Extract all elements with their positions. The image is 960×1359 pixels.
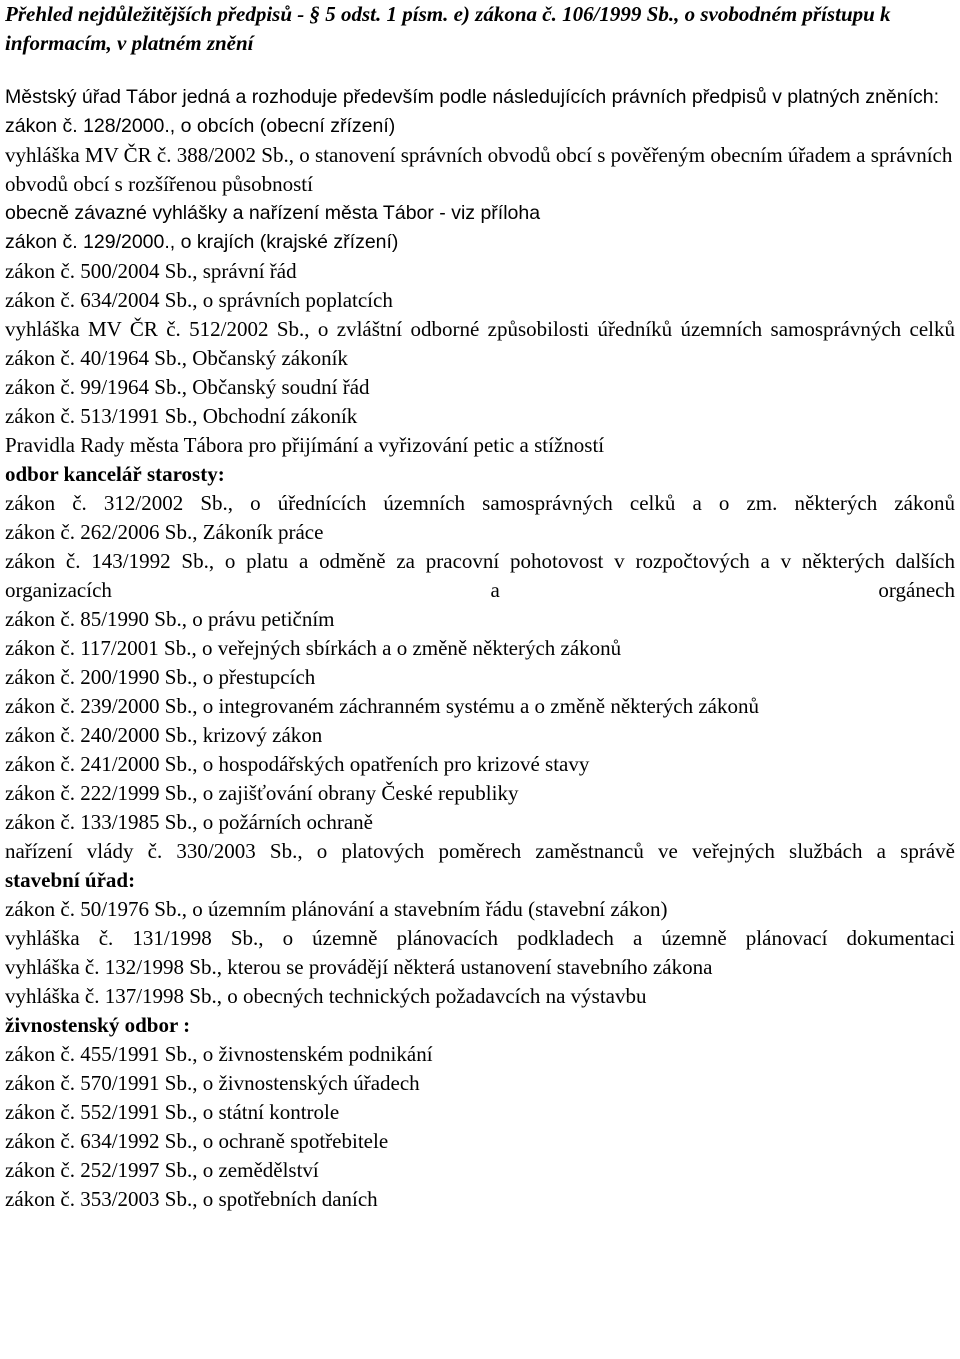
regulation-item: zákon č. 133/1985 Sb., o požárních ochraně bbox=[5, 810, 373, 834]
regulation-item: zákon č. 240/2000 Sb., krizový zákon bbox=[5, 723, 323, 747]
section-heading: živnostenský odbor : bbox=[5, 1013, 191, 1037]
regulation-item: zákon č. 117/2001 Sb., o veřejných sbírkách a o změně některých zákonů bbox=[5, 636, 622, 660]
intro-paragraph: Městský úřad Tábor jedná a rozhoduje především podle následujících právních předpisů v platných zněních: bbox=[5, 86, 940, 108]
regulation-item: zákon č. 85/1990 Sb., o právu petičním bbox=[5, 607, 335, 631]
regulation-item: zákon č. 500/2004 Sb., správní řád bbox=[5, 259, 297, 283]
regulation-item: zákon č. 200/1990 Sb., o přestupcích bbox=[5, 665, 316, 689]
regulation-item: vyhláška MV ČR č. 388/2002 Sb., o stanovení správních obvodů obcí s pověřeným obecním úřadem a správních obvodů obcí s rozšířenou působností bbox=[5, 143, 953, 196]
regulation-item: zákon č. 262/2006 Sb., Zákoník práce bbox=[5, 520, 324, 544]
spacer bbox=[5, 58, 955, 83]
regulation-item: zákon č. 40/1964 Sb., Občanský zákoník bbox=[5, 346, 348, 370]
document-title: Přehled nejdůležitějších předpisů - § 5 odst. 1 písm. e) zákona č. 106/1999 Sb., o svobodném přístupu k informacím, v platném znění bbox=[5, 2, 891, 55]
regulation-item: zákon č. 455/1991 Sb., o živnostenském podnikání bbox=[5, 1042, 433, 1066]
regulation-item: vyhláška č. 132/1998 Sb., kterou se provádějí některá ustanovení stavebního zákona bbox=[5, 955, 713, 979]
regulation-item: vyhláška č. 137/1998 Sb., o obecných technických požadavcích na výstavbu bbox=[5, 984, 647, 1008]
regulation-item: zákon č. 239/2000 Sb., o integrovaném záchranném systému a o změně některých zákonů bbox=[5, 694, 760, 718]
regulation-item: zákon č. 353/2003 Sb., o spotřebních daních bbox=[5, 1187, 378, 1211]
regulation-item: zákon č. 128/2000., o obcích (obecní zřízení) bbox=[5, 115, 396, 137]
regulation-item: zákon č. 634/2004 Sb., o správních poplatcích bbox=[5, 288, 393, 312]
regulation-item: zákon č. 241/2000 Sb., o hospodářských opatřeních pro krizové stavy bbox=[5, 752, 590, 776]
regulation-item: zákon č. 513/1991 Sb., Obchodní zákoník bbox=[5, 404, 358, 428]
regulation-item: zákon č. 634/1992 Sb., o ochraně spotřebitele bbox=[5, 1129, 389, 1153]
section-heading: odbor kancelář starosty: bbox=[5, 462, 225, 486]
regulation-item: zákon č. 129/2000., o krajích (krajské zřízení) bbox=[5, 231, 399, 253]
regulation-item: zákon č. 252/1997 Sb., o zemědělství bbox=[5, 1158, 319, 1182]
regulation-item: nařízení vlády č. 330/2003 Sb., o platových poměrech zaměstnanců ve veřejných službách a správě bbox=[5, 839, 955, 863]
regulation-item: zákon č. 143/1992 Sb., o platu a odměně za pracovní pohotovost v rozpočtových a v některých dalších organizacích a orgánech bbox=[5, 549, 955, 602]
regulation-item: zákon č. 50/1976 Sb., o územním plánování a stavebním řádu (stavební zákon) bbox=[5, 897, 668, 921]
regulation-item: zákon č. 99/1964 Sb., Občanský soudní řád bbox=[5, 375, 370, 399]
regulation-item: zákon č. 552/1991 Sb., o státní kontrole bbox=[5, 1100, 340, 1124]
regulation-item: zákon č. 312/2002 Sb., o úřednících územních samosprávných celků a o zm. některých zákonů bbox=[5, 491, 955, 515]
regulation-item: obecně závazné vyhlášky a nařízení města Tábor - viz příloha bbox=[5, 202, 541, 224]
document-page bbox=[5, 0, 955, 1214]
regulation-item: vyhláška č. 131/1998 Sb., o územně plánovacích podkladech a územně plánovací dokumentaci bbox=[5, 926, 955, 950]
regulation-item: vyhláška MV ČR č. 512/2002 Sb., o zvláštní odborné způsobilosti úředníků územních samosprávných celků bbox=[5, 317, 955, 341]
section-heading: stavební úřad: bbox=[5, 868, 136, 892]
regulation-item: zákon č. 570/1991 Sb., o živnostenských úřadech bbox=[5, 1071, 420, 1095]
regulation-item: zákon č. 222/1999 Sb., o zajišťování obrany České republiky bbox=[5, 781, 519, 805]
regulation-item: Pravidla Rady města Tábora pro přijímání a vyřizování petic a stížností bbox=[5, 433, 605, 457]
regulations-list bbox=[5, 112, 955, 1214]
